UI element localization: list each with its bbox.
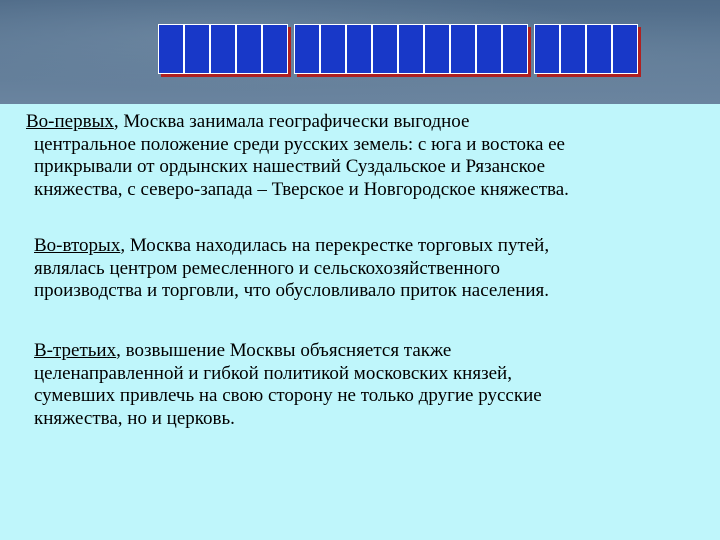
paragraph-line: княжества, но и церковь. — [34, 407, 235, 429]
slide-title-placeholder — [158, 24, 638, 74]
paragraph-line: центральное положение среди русских земель: с юга и востока ее — [34, 133, 565, 155]
title-glyph-box — [450, 24, 476, 74]
title-word-1 — [158, 24, 288, 74]
paragraph-lead: Во-вторых — [34, 235, 121, 256]
title-glyph-box — [502, 24, 528, 74]
slide-body — [0, 104, 720, 540]
paragraph-line — [0, 235, 716, 258]
title-word-3 — [534, 24, 638, 74]
title-glyph-box — [534, 24, 560, 74]
title-glyph-box — [158, 24, 184, 74]
paragraph-third — [0, 340, 716, 430]
paragraph-line: производства и торговли, что обусловливало приток населения. — [34, 280, 550, 301]
paragraph-lead: В-третьих — [34, 340, 117, 361]
title-glyph-box — [476, 24, 502, 74]
paragraph-line: целенаправленной и гибкой политикой московских князей, — [34, 362, 512, 384]
title-glyph-box — [398, 24, 424, 74]
paragraph-lead: Во-первых — [26, 111, 114, 132]
paragraph-line: прикрывали от ордынских нашествий Суздальское и Рязанское — [34, 156, 546, 177]
paragraph-text: , возвышение Москвы объясняется также — [116, 340, 452, 361]
paragraph-text: , Москва занимала географически выгодное — [113, 111, 470, 132]
paragraph-second — [0, 235, 716, 303]
title-glyph-box — [262, 24, 288, 74]
title-glyph-box — [560, 24, 586, 74]
title-glyph-box — [236, 24, 262, 74]
title-glyph-box — [184, 24, 210, 74]
title-glyph-box — [346, 24, 372, 74]
slide-header — [0, 0, 720, 104]
paragraph-text: , Москва находилась на перекрестке торговых путей, — [120, 235, 550, 256]
title-glyph-box — [320, 24, 346, 74]
paragraph-line: сумевших привлечь на свою сторону не только другие русские — [34, 385, 542, 406]
title-glyph-box — [424, 24, 450, 74]
paragraph-line: княжества, с северо-запада – Тверское и Новгородское княжества. — [34, 178, 569, 200]
title-glyph-box — [586, 24, 612, 74]
paragraph-line: являлась центром ремесленного и сельскохозяйственного — [34, 257, 501, 279]
title-word-2 — [294, 24, 528, 74]
title-glyph-box — [372, 24, 398, 74]
paragraph-first — [0, 111, 716, 201]
paragraph-line — [0, 111, 716, 134]
title-glyph-box — [210, 24, 236, 74]
title-glyph-box — [612, 24, 638, 74]
paragraph-line — [0, 340, 716, 363]
title-glyph-box — [294, 24, 320, 74]
